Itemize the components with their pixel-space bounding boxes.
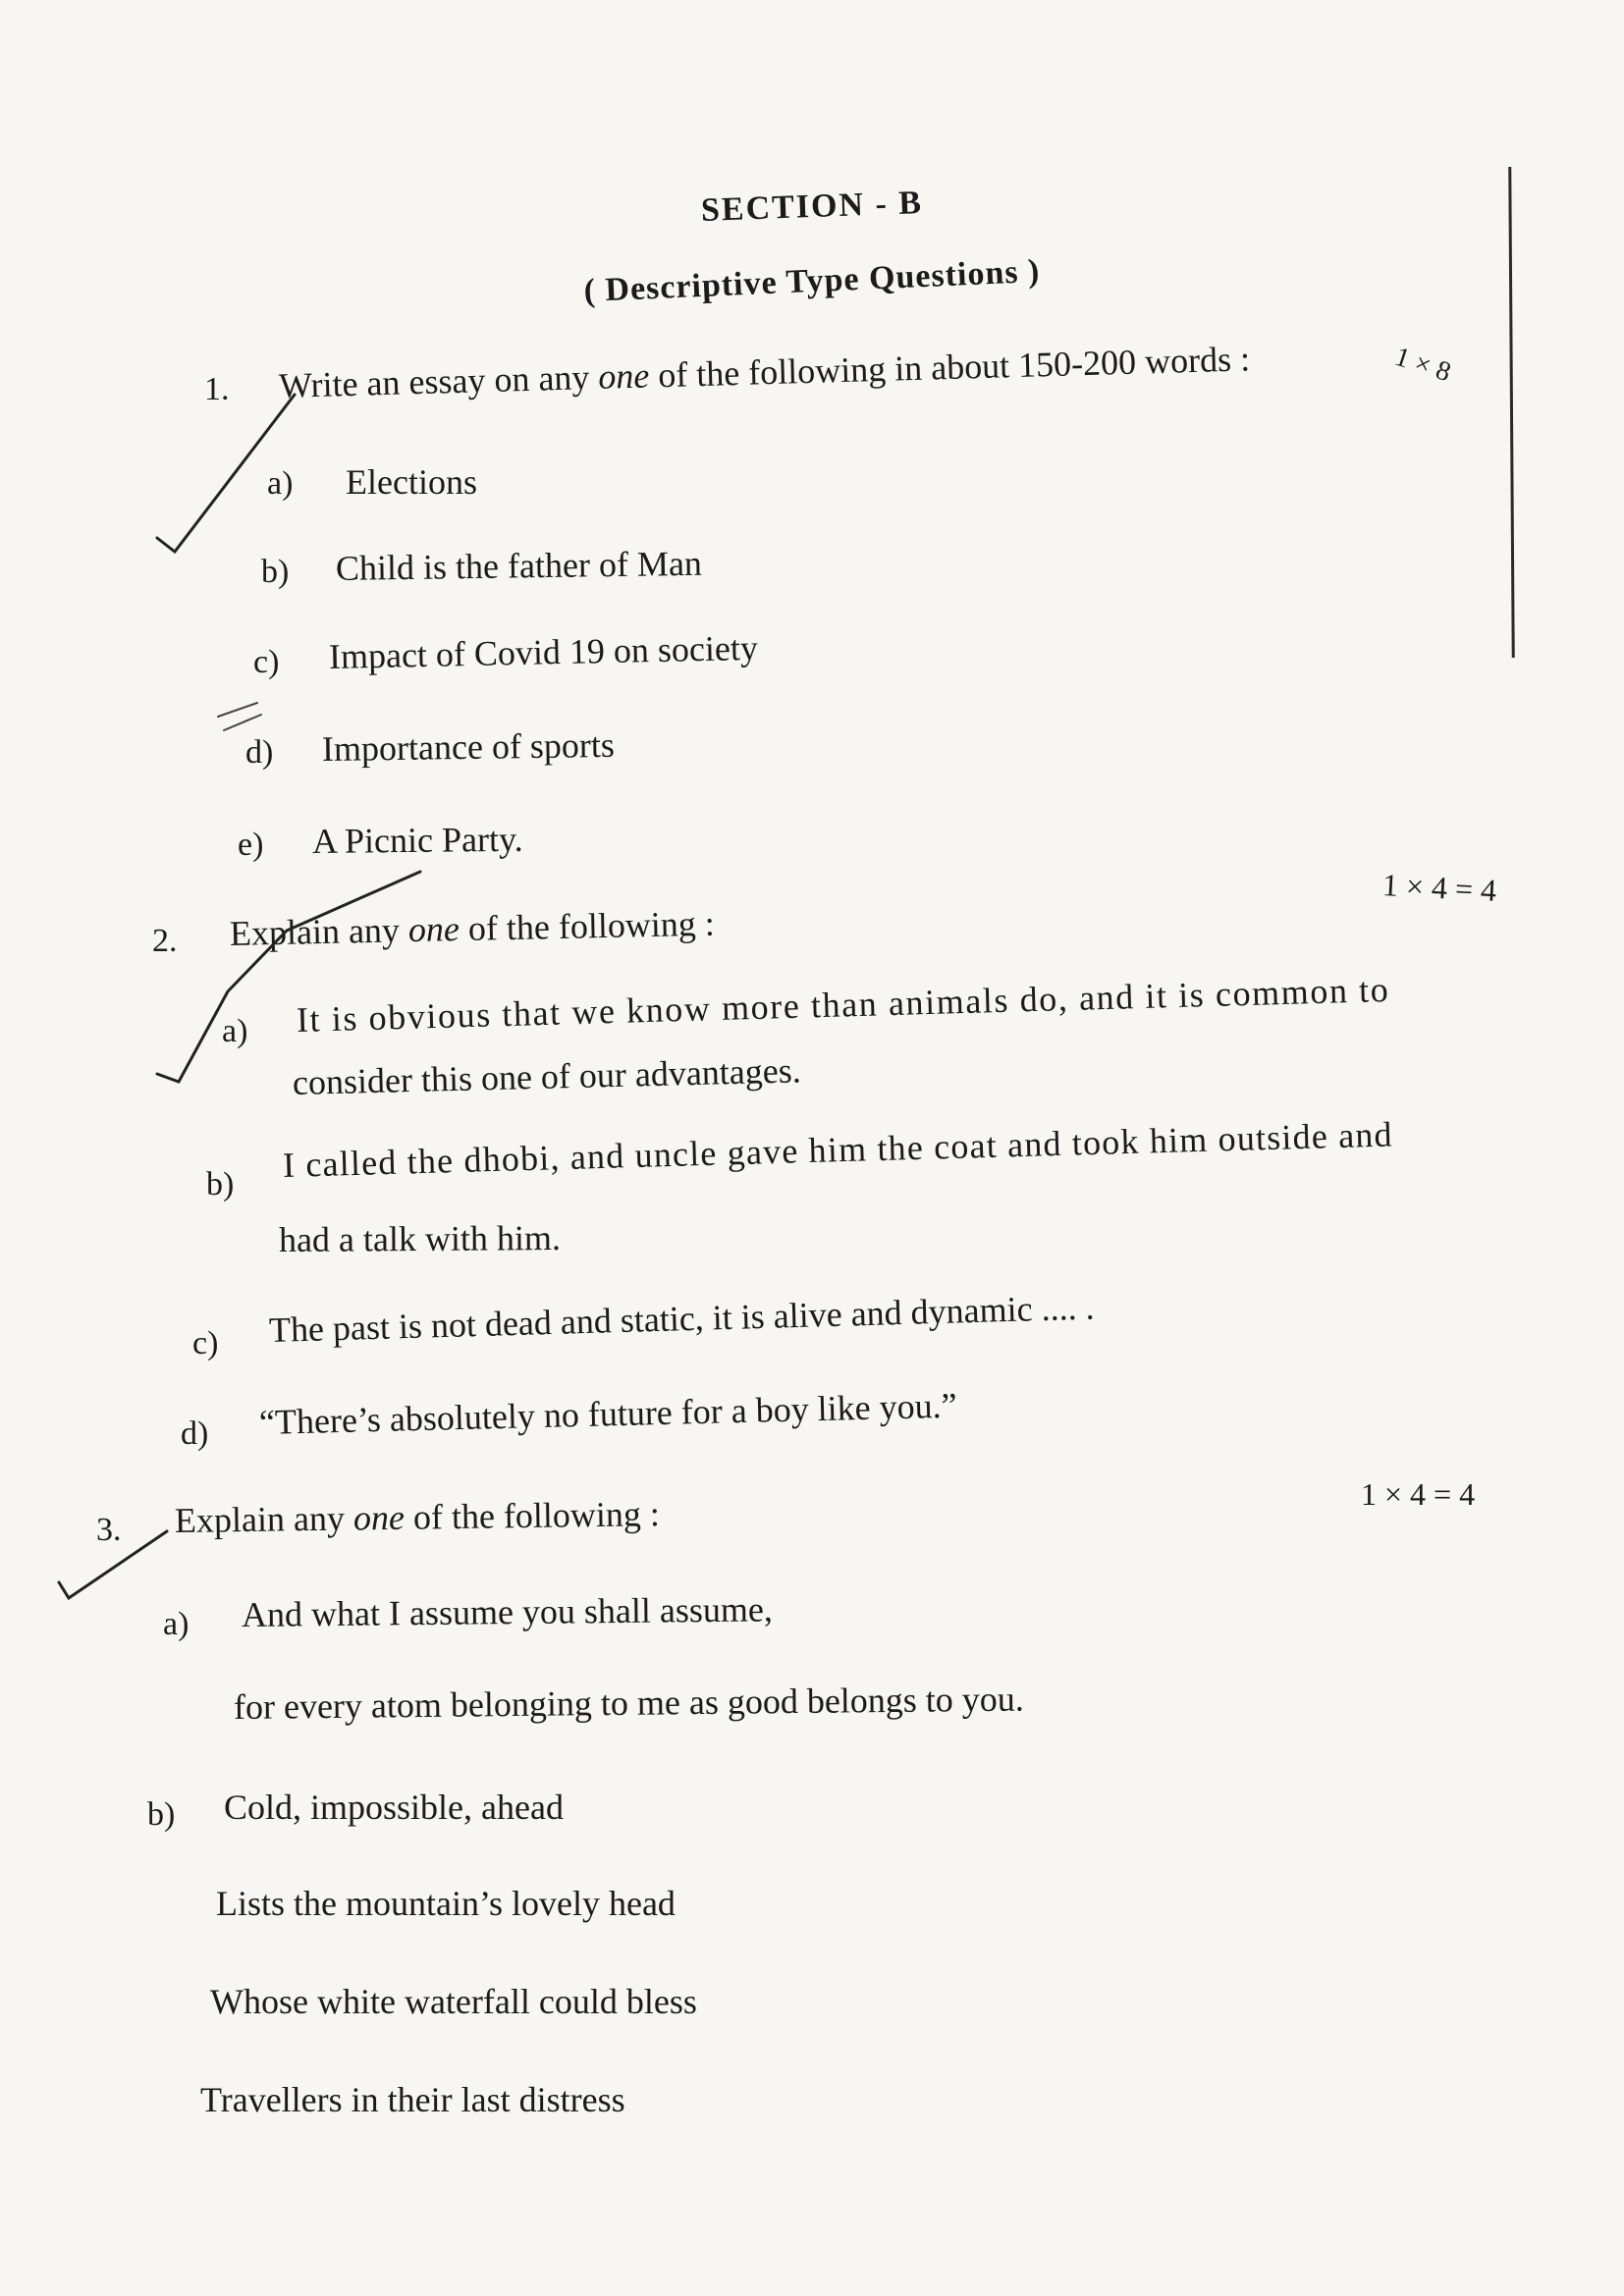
q2-prompt-before: Explain any xyxy=(229,910,409,953)
q2-prompt-after: of the following : xyxy=(459,903,716,949)
q3-option-line: Lists the mountain’s lovely head xyxy=(216,1884,676,1923)
q1-option-text: Elections xyxy=(346,462,477,502)
q2-option-line: The past is not dead and static, it is alive and dynamic .... . xyxy=(268,1287,1096,1350)
q1-option-letter: e) xyxy=(238,827,264,863)
q1-prompt-emphasis: one xyxy=(597,355,650,397)
q1-option-letter: c) xyxy=(253,644,280,680)
q2-option-letter: d) xyxy=(181,1415,209,1452)
q3-option-line: Whose white waterfall could bless xyxy=(210,1982,697,2021)
q3-prompt-before: Explain any xyxy=(174,1498,354,1540)
q1-option-letter: d) xyxy=(245,734,274,771)
q1-number: 1. xyxy=(204,371,230,407)
q2-option-line: It is obvious that we know more than animals do, and it is common to xyxy=(296,969,1390,1040)
q3-number: 3. xyxy=(96,1512,122,1548)
q1-option-letter: b) xyxy=(261,554,290,590)
q3-option-line: Travellers in their last distress xyxy=(200,2080,625,2119)
q2-prompt xyxy=(230,903,716,954)
q2-option-letter: a) xyxy=(222,1013,248,1049)
tick-mark xyxy=(157,872,420,1082)
q3-option-letter: b) xyxy=(147,1796,176,1833)
q2-option-line: consider this one of our advantages. xyxy=(292,1050,802,1102)
q1-marks: 1 × 8 xyxy=(1390,341,1455,389)
q2-marks: 1 × 4 = 4 xyxy=(1381,866,1497,909)
q2-option-letter: c) xyxy=(192,1325,219,1362)
q3-option-line: for every atom belonging to me as good belongs to you. xyxy=(233,1679,1025,1727)
q2-option-line: “There’s absolutely no future for a boy like you.” xyxy=(258,1385,958,1442)
q1-option-text: Importance of sports xyxy=(321,724,616,769)
q1-option-text: Impact of Covid 19 on society xyxy=(328,627,759,676)
section-subtitle: ( Descriptive Type Questions ) xyxy=(582,252,1042,310)
q2-prompt-emphasis: one xyxy=(407,909,460,950)
q3-prompt-after: of the following : xyxy=(404,1494,661,1537)
q2-option-line: I called the dhobi, and uncle gave him the coat and took him outside and xyxy=(282,1114,1394,1185)
q3-prompt xyxy=(175,1493,660,1541)
q3-marks: 1 × 4 = 4 xyxy=(1361,1476,1476,1512)
q3-prompt-emphasis: one xyxy=(352,1497,406,1538)
q1-option-letter: a) xyxy=(267,465,294,502)
q1-prompt-after: of the following in about 150-200 words : xyxy=(648,339,1251,396)
q2-option-letter: b) xyxy=(206,1166,235,1202)
q3-option-letter: a) xyxy=(163,1606,189,1642)
q1-option-text: A Picnic Party. xyxy=(311,819,523,861)
q3-option-line: Cold, impossible, ahead xyxy=(224,1788,564,1827)
q1-prompt xyxy=(278,338,1250,406)
q1-option-text: Child is the father of Man xyxy=(335,543,703,588)
tick-mark xyxy=(218,703,261,730)
q3-option-line: And what I assume you shall assume, xyxy=(241,1589,774,1634)
section-title: SECTION - B xyxy=(700,185,924,229)
q1-prompt-before: Write an essay on any xyxy=(278,356,599,405)
q2-option-line: had a talk with him. xyxy=(278,1217,562,1259)
q2-number: 2. xyxy=(152,923,178,959)
